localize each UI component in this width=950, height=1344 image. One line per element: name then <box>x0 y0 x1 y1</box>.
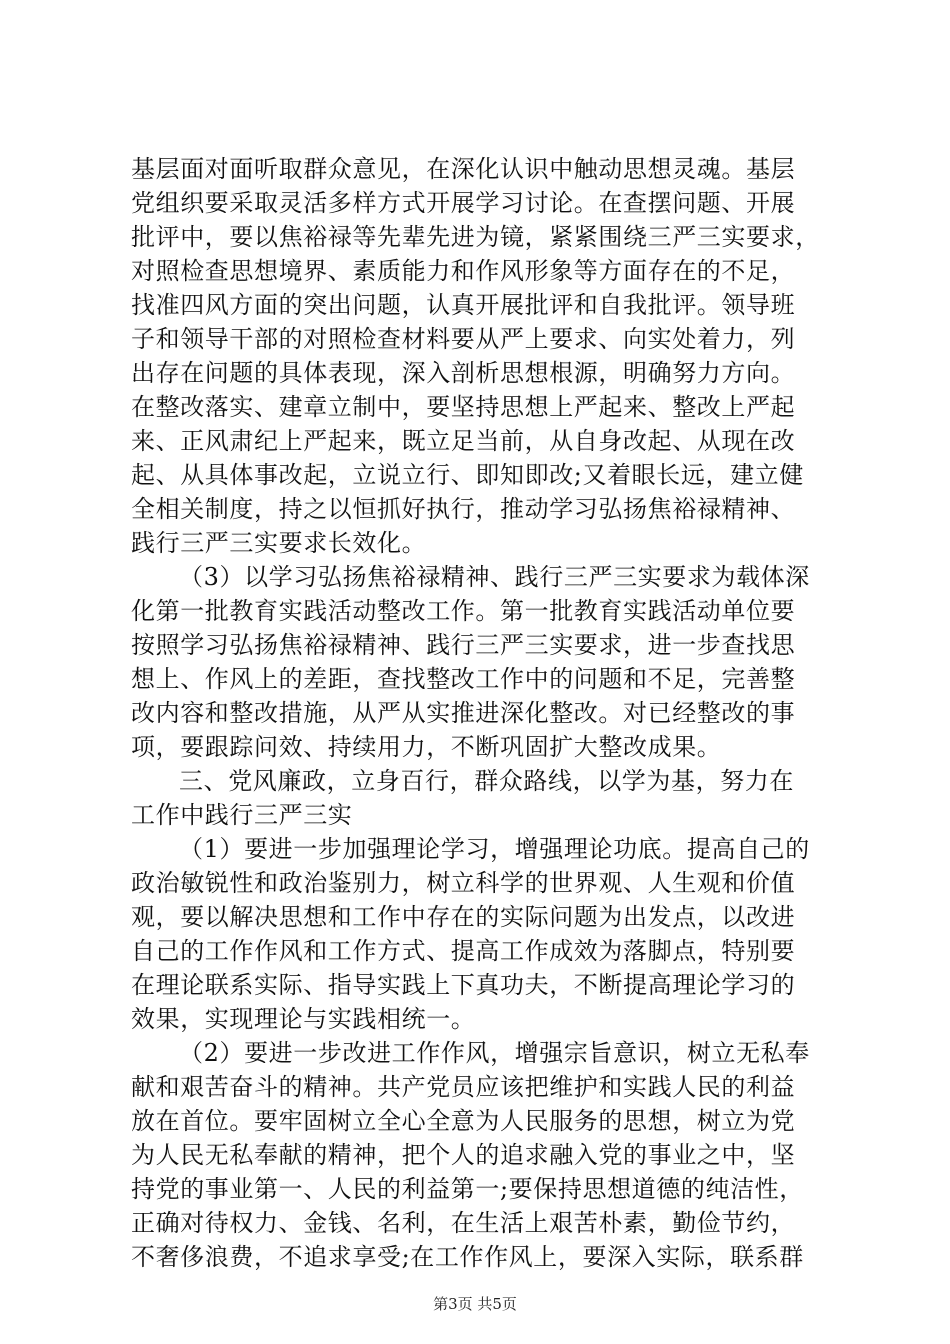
text-line: 放在首位。要牢固树立全心全意为人民服务的思想，树立为党 <box>131 1107 796 1135</box>
text-line: 在理论联系实际、指导实践上下真功夫，不断提高理论学习的 <box>131 971 796 999</box>
text-line: 为人民无私奉献的精神，把个人的追求融入党的事业之中，坚 <box>131 1141 796 1169</box>
text-line: 正确对待权力、金钱、名利，在生活上艰苦朴素，勤俭节约， <box>131 1209 796 1237</box>
text-line: 基层面对面听取群众意见，在深化认识中触动思想灵魂。基层 <box>131 155 796 183</box>
text-line: 献和艰苦奋斗的精神。共产党员应该把维护和实践人民的利益 <box>131 1073 796 1101</box>
text-line: 践行三严三实要求长效化。 <box>131 529 427 557</box>
text-line: 批评中，要以焦裕禄等先辈先进为镜，紧紧围绕三严三实要求， <box>131 223 820 251</box>
text-line: 化第一批教育实践活动整改工作。第一批教育实践活动单位要 <box>131 597 796 625</box>
paragraph-start-line: （2）要进一步改进工作作风，增强宗旨意识，树立无私奉 <box>179 1039 810 1067</box>
text-line: 政治敏锐性和政治鉴别力，树立科学的世界观、人生观和价值 <box>131 869 796 897</box>
paragraph-start-line: （1）要进一步加强理论学习，增强理论功底。提高自己的 <box>179 835 810 863</box>
page-number-footer: 第3页 共5页 <box>433 1295 517 1313</box>
text-line: 自己的工作作风和工作方式、提高工作成效为落脚点，特别要 <box>131 937 796 965</box>
text-line: 对照检查思想境界、素质能力和作风形象等方面存在的不足， <box>131 257 796 285</box>
text-line: 找准四风方面的突出问题，认真开展批评和自我批评。领导班 <box>131 291 796 319</box>
text-line: 党组织要采取灵活多样方式开展学习讨论。在查摆问题、开展 <box>131 189 796 217</box>
text-line: 想上、作风上的差距，查找整改工作中的问题和不足，完善整 <box>131 665 796 693</box>
section-heading-line: 三、党风廉政，立身百行，群众路线，以学为基，努力在 <box>179 767 794 795</box>
text-line: 观，要以解决思想和工作中存在的实际问题为出发点，以改进 <box>131 903 796 931</box>
section-heading-line: 工作中践行三严三实 <box>131 801 353 829</box>
text-line: 起、从具体事改起，立说立行、即知即改;又着眼长远，建立健 <box>131 461 804 489</box>
text-line: 效果，实现理论与实践相统一。 <box>131 1005 476 1033</box>
text-line: 不奢侈浪费，不追求享受;在工作作风上，要深入实际，联系群 <box>131 1243 804 1271</box>
text-line: 出存在问题的具体表现，深入剖析思想根源，明确努力方向。 <box>131 359 796 387</box>
text-line: 在整改落实、建章立制中，要坚持思想上严起来、整改上严起 <box>131 393 796 421</box>
text-line: 按照学习弘扬焦裕禄精神、践行三严三实要求，进一步查找思 <box>131 631 796 659</box>
text-line: 持党的事业第一、人民的利益第一;要保持思想道德的纯洁性， <box>131 1175 804 1203</box>
text-line: 全相关制度，持之以恒抓好执行，推动学习弘扬焦裕禄精神、 <box>131 495 796 523</box>
text-line: 来、正风肃纪上严起来，既立足当前，从自身改起、从现在改 <box>131 427 796 455</box>
document-body <box>131 152 831 1274</box>
text-line: 项，要跟踪问效、持续用力，不断巩固扩大整改成果。 <box>131 733 722 761</box>
text-line: 改内容和整改措施，从严从实推进深化整改。对已经整改的事 <box>131 699 796 727</box>
paragraph-start-line: （3）以学习弘扬焦裕禄精神、践行三严三实要求为载体深 <box>179 563 810 591</box>
text-line: 子和领导干部的对照检查材料要从严上要求、向实处着力，列 <box>131 325 796 353</box>
